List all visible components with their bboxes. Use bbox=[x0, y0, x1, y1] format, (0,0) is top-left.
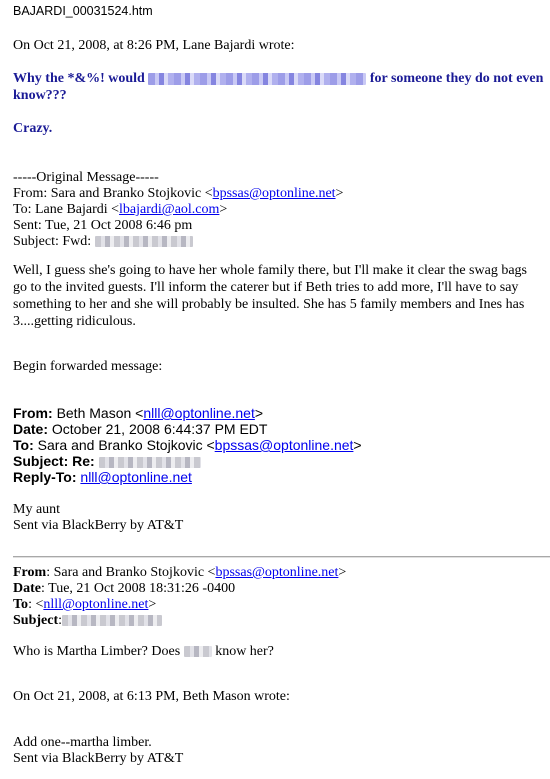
email-link[interactable]: nlll@optonline.net bbox=[80, 469, 192, 485]
email-link[interactable]: bpssas@optonline.net bbox=[214, 437, 354, 453]
fwd-replyto: Reply-To: nlll@optonline.net bbox=[13, 469, 192, 485]
redacted-block bbox=[62, 615, 162, 626]
intro-line: On Oct 21, 2008, at 8:26 PM, Lane Bajardi wrote: bbox=[13, 38, 295, 53]
fwd-body-line2: Sent via BlackBerry by AT&T bbox=[13, 518, 184, 533]
original-subject: Subject: Fwd: bbox=[13, 233, 193, 250]
reply-from: From: Sara and Branko Stojkovic <bpssas@optonline.net> bbox=[13, 565, 347, 580]
beth-body-line2: Sent via BlackBerry by AT&T bbox=[13, 751, 184, 766]
reply-to: To: <nlll@optonline.net> bbox=[13, 597, 157, 612]
redacted-block bbox=[95, 236, 193, 247]
fwd-date: Date: October 21, 2008 6:44:37 PM EDT bbox=[13, 421, 268, 437]
fwd-to: To: Sara and Branko Stojkovic <bpssas@optonline.net> bbox=[13, 437, 362, 453]
email-link[interactable]: lbajardi@aol.com bbox=[119, 202, 220, 217]
original-message-divider: -----Original Message----- bbox=[13, 170, 159, 185]
reply-question: Who is Martha Limber? Does know her? bbox=[13, 644, 274, 659]
beth-intro: On Oct 21, 2008, at 6:13 PM, Beth Mason wrote: bbox=[13, 689, 290, 704]
original-sent: Sent: Tue, 21 Oct 2008 6:46 pm bbox=[13, 218, 193, 233]
redacted-block bbox=[148, 73, 366, 85]
bold-message-part1: Why the *&%! would bbox=[13, 71, 145, 86]
crazy-text: Crazy. bbox=[13, 121, 53, 136]
document-filename: BAJARDI_00031524.htm bbox=[13, 4, 153, 18]
original-to: To: Lane Bajardi <lbajardi@aol.com> bbox=[13, 202, 228, 217]
email-link[interactable]: nlll@optonline.net bbox=[143, 405, 255, 421]
original-from: From: Sara and Branko Stojkovic <bpssas@optonline.net> bbox=[13, 186, 344, 201]
email-link[interactable]: bpssas@optonline.net bbox=[215, 565, 339, 580]
email-link[interactable]: bpssas@optonline.net bbox=[212, 186, 336, 201]
reply-subject: Subject: bbox=[13, 612, 162, 629]
bold-message-line2: know??? bbox=[13, 88, 67, 103]
beth-body-line1: Add one--martha limber. bbox=[13, 735, 152, 750]
bold-message-line1 bbox=[13, 70, 543, 87]
email-link[interactable]: nlll@optonline.net bbox=[43, 597, 149, 612]
fwd-subject: Subject: Re: bbox=[13, 453, 201, 470]
original-body: Well, I guess she's going to have her whole family there, but I'll make it clear the swag bags go to the invited guests. I'll inform the caterer but if Beth tries to add more, I'll have to say something to her and she will probably be insulted. She has 5 family members and Ines has 3....getting ridiculous. bbox=[13, 263, 527, 329]
redacted-block bbox=[99, 457, 201, 468]
divider-rule bbox=[13, 556, 550, 558]
reply-date: Date: Tue, 21 Oct 2008 18:31:26 -0400 bbox=[13, 581, 236, 596]
fwd-from: From: Beth Mason <nlll@optonline.net> bbox=[13, 405, 264, 421]
bold-message-part2a: for someone they do not even bbox=[369, 71, 544, 86]
redacted-block bbox=[184, 646, 212, 657]
begin-forwarded: Begin forwarded message: bbox=[13, 359, 163, 374]
fwd-body-line1: My aunt bbox=[13, 502, 61, 517]
